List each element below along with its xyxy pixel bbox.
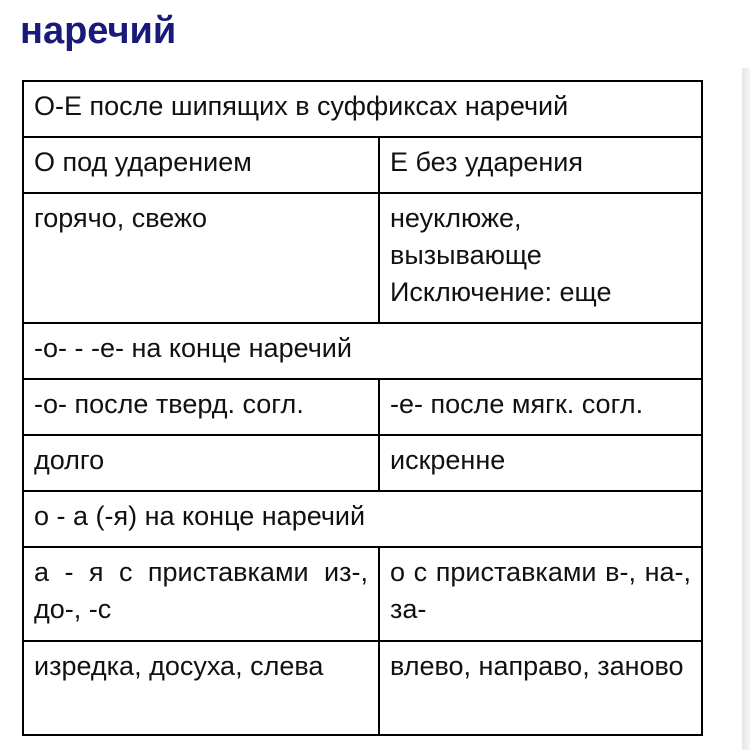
table-row [23, 81, 702, 137]
table-row [23, 435, 702, 491]
rules-table [22, 80, 703, 736]
table-row [23, 491, 702, 547]
example-o-stressed: горячо, свежо [23, 193, 379, 323]
table-row [23, 193, 702, 323]
section-title-oe-ending: -о- - -е- на конце наречий [23, 323, 702, 379]
section-title-oe-after-sibilants: О-Е после шипящих в суффиксах наречий [23, 81, 702, 137]
exception-line: Исключение: еще [390, 277, 612, 307]
example-o: влево, направо, заново [379, 641, 702, 735]
rule-e-unstressed: Е без ударения [379, 137, 702, 193]
page-title: наречий [20, 10, 177, 52]
example-after-hard: долго [23, 435, 379, 491]
example-after-soft: искренне [379, 435, 702, 491]
rule-o-stressed: О под ударением [23, 137, 379, 193]
rule-o-after-hard: -о- после тверд. согл. [23, 379, 379, 435]
rule-e-after-soft: -е- после мягк. согл. [379, 379, 702, 435]
example-e-unstressed [379, 193, 702, 323]
section-title-oa-ending: о - а (-я) на конце наречий [23, 491, 702, 547]
table-row [23, 641, 702, 735]
table-row [23, 323, 702, 379]
example-a-ya: изредка, досуха, слева [23, 641, 379, 735]
example-line: неуклюже, [390, 203, 522, 233]
rule-a-ya-prefixes: а - я с приставками из-, до-, -с [23, 547, 379, 641]
table-row [23, 547, 702, 641]
table-row [23, 379, 702, 435]
rule-o-prefixes: о с приставками в-, на-, за- [379, 547, 702, 641]
page-edge-shadow [742, 68, 750, 750]
example-line: вызывающе [390, 240, 542, 270]
table-row [23, 137, 702, 193]
